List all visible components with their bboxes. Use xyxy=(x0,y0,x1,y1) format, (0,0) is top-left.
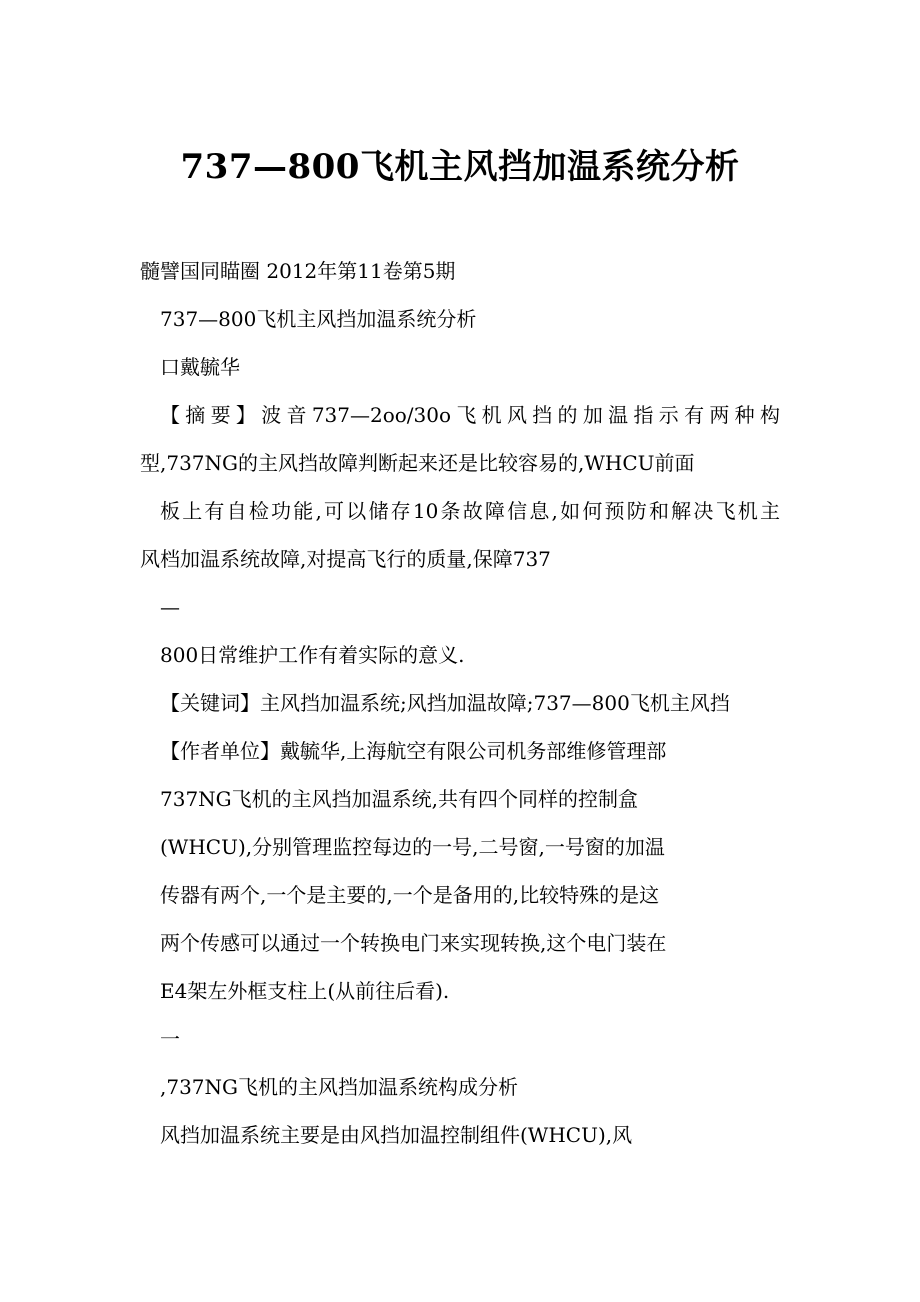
document-title: 737—800飞机主风挡加温系统分析 xyxy=(180,147,740,187)
section-number-line: 一 xyxy=(160,1027,180,1051)
body-line-3: 传器有两个,一个是主要的,一个是备用的,比较特殊的是这 xyxy=(160,883,660,907)
body-line-6: 风挡加温系统主要是由风挡加温控制组件(WHCU),风 xyxy=(160,1123,633,1147)
body-line-2: (WHCU),分别管理监控每边的一号,二号窗,一号窗的加温 xyxy=(160,835,665,859)
abstract-line-5: 800日常维护工作有着实际的意义. xyxy=(160,643,465,667)
abstract-line-2: 型,737NG的主风挡故障判断起来还是比较容易的,WHCU前面 xyxy=(140,451,695,475)
affiliation-line: 【作者单位】戴毓华,上海航空有限公司机务部维修管理部 xyxy=(160,739,667,763)
abstract-line-1: 【摘要】波音737—2oo/30o飞机风挡的加温指示有两种构 xyxy=(160,403,780,427)
keywords-line: 【关键词】主风挡加温系统;风挡加温故障;737—800飞机主风挡 xyxy=(160,691,730,715)
body-line-4: 两个传感可以通过一个转换电门来实现转换,这个电门装在 xyxy=(160,931,667,955)
body-line-1: 737NG飞机的主风挡加温系统,共有四个同样的控制盒 xyxy=(160,787,639,811)
article-title-line: 737—800飞机主风挡加温系统分析 xyxy=(160,307,477,331)
author-line: 口戴毓华 xyxy=(160,355,240,379)
abstract-line-3: 板上有自检功能,可以储存10条故障信息,如何预防和解决飞机主 xyxy=(160,499,780,523)
dash-line: — xyxy=(160,595,180,619)
abstract-line-4: 风档加温系统故障,对提高飞行的质量,保障737 xyxy=(140,547,551,571)
journal-info-line: 髓譬国同瞄圈 2012年第11卷第5期 xyxy=(140,259,456,283)
section-heading-line: ,737NG飞机的主风挡加温系统构成分析 xyxy=(160,1075,519,1099)
body-line-5: E4架左外框支柱上(从前往后看). xyxy=(160,979,450,1003)
